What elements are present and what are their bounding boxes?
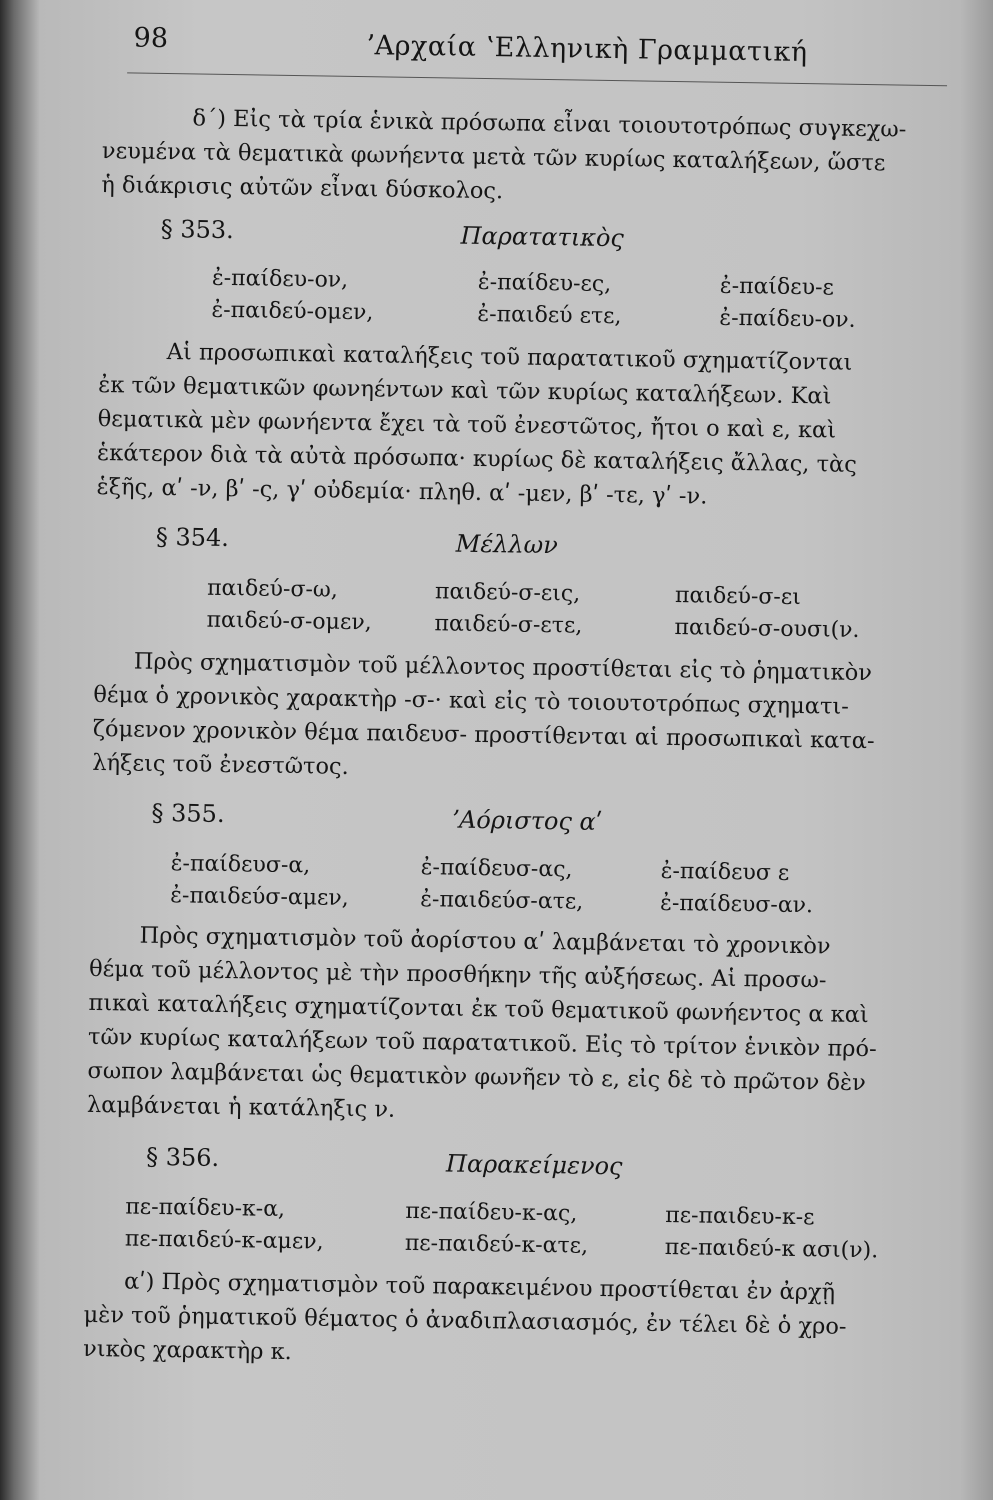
paragraph-line: θεματικὰ μὲν φωνήεντα ἔχει τὰ τοῦ ἐνεστῶτος, ἤτοι ο καὶ ε, καὶ [97,405,837,444]
section-heading [96,522,916,569]
verb-form: παιδεύ-σ-ουσι(ν. [674,615,860,643]
paragraph-line: νευμένα τὰ θεματικὰ φωνήεντα μετὰ τῶν κυρίως καταλήξεων, ὥστε [101,137,886,177]
verb-form: παιδεύ-σ-ετε, [434,611,583,639]
verb-form: πε-παιδευ-κ-ε [665,1202,815,1231]
verb-form: ἐ-παιδεύσ-αμεν, [170,883,349,911]
paragraph-line: μὲν τοῦ ῥηματικοῦ θέματος ὁ ἀναδιπλασιασμός, ἐν τέλει δὲ ὁ χρο- [83,1301,847,1340]
verb-form: ἐ-παίδευ-ες, [477,269,612,297]
section-paragraph [87,918,936,1135]
paragraph-line: λήξεις τοῦ ἐνεστῶτος. [92,749,349,780]
section-title: Παρατατικὸς [460,221,625,253]
section-number: § 353. [160,214,234,245]
paragraph-line: Πρὸς σχηματισμὸν τοῦ ἀορίστου αʹ λαμβάνεται τὸ χρονικὸν [139,922,831,960]
section-number: § 354. [155,522,230,553]
paragraph-line: ἑξῆς, αʹ -ν, βʹ -ς, γʹ οὐδεμία· πληθ. αʹ -μεν, βʹ -τε, γʹ -ν. [96,473,708,510]
section-heading [100,214,920,261]
verb-form: ἐ-παίδευ-ον. [719,305,856,333]
verb-form: ἐ-παίδευ-ε [719,273,835,301]
page-content [81,18,954,1500]
paragraph-line: ἑκάτερον διὰ τὰ αὐτὰ πρόσωπα· κυρίως δὲ καταλήξεις ἄλλας, τὰς [96,439,858,478]
page-header [103,18,924,91]
paragraph-line: ζόμενον χρονικὸν θέμα παιδευσ- προστίθενται αἱ προσωπικαὶ κατα- [92,715,875,755]
paragraph-line: Αἱ προσωπικαὶ καταλήξεις τοῦ παρατατικοῦ σχηματίζονται [166,339,853,376]
paragraph-line: νικὸς χαρακτὴρ κ. [82,1335,292,1366]
paragraph-line: ἐκ τῶν θεματικῶν φωνηέντων καὶ τῶν κυρίως καταλήξεων. Καὶ [98,371,832,410]
paragraph-line: Πρὸς σχηματισμὸν τοῦ μέλλοντος προστίθεται εἰς τὸ ῥηματικὸν [133,648,873,687]
section-title: ʼΑόριστος αʹ [451,805,603,836]
verb-form: ἐ-παίδευσ-α, [170,851,311,879]
paragraph-line: λαμβάνεται ἡ κατάληξις ν. [86,1091,396,1123]
paragraph-line: τῶν κυρίως καταλήξεων τοῦ παρατατικοῦ. Εἰς τὸ τρίτον ἑνικὸν πρό- [87,1023,877,1063]
paragraph-line: ἡ διάκρισις αὐτῶν εἶναι δύσκολος. [101,171,504,205]
section-paragraph [83,1264,930,1379]
verb-form: παιδεύ-σ-εις, [434,579,581,607]
section-heading [91,798,911,845]
header-rule [127,72,947,86]
verb-form: ἐ-παίδευσ-αν. [659,890,814,919]
paragraph-line: σωπον λαμβάνεται ὡς θεματικὸν φωνῆεν τὸ ε, εἰς δὲ τὸ πρῶτον δὲν [87,1057,866,1097]
section-paragraph [96,334,945,517]
conjugation-table [91,850,911,919]
page-number: 98 [133,22,169,55]
verb-form: πε-παίδευ-κ-ας, [405,1198,578,1227]
paragraph-line: θέμα ὁ χρονικὸς χαρακτὴρ -σ-· καὶ εἰς τὸ τοιουτοτρόπως σχηματι- [93,681,850,720]
conjugation-table [86,1194,906,1264]
verb-form: πε-παιδεύ-κ-ατε, [404,1230,589,1259]
paragraph-line: αʹ) Πρὸς σχηματισμὸν τοῦ παρακειμένου προστίθεται ἐν ἀρχῇ [123,1268,836,1306]
paragraph-line: πικαὶ καταλήξεις σχηματίζονται ἐκ τοῦ θεματικοῦ φωνήεντος α καὶ [88,989,869,1029]
paragraph-line: θέμα τοῦ μέλλοντος μὲ τὴν προσθήκην τῆς αὐξήσεως. Αἱ προσω- [88,955,827,994]
verb-form: ἐ-παίδευσ ε [660,858,790,886]
section-heading [86,1142,906,1189]
verb-form: παιδεύ-σ-ει [674,583,802,611]
verb-form: ἐ-παίδευσ-ας, [420,855,573,883]
verb-form: ἐ-παιδεύσ-ατε, [419,887,584,915]
section-number: § 355. [151,798,225,828]
section-number: § 356. [145,1142,220,1172]
verb-form: ἐ-παιδεύ ετε, [477,301,622,330]
verb-form: ἐ-παιδεύ-ομεν, [211,297,374,326]
intro-paragraph [101,100,948,215]
verb-form: παιδεύ-σ-ω, [206,575,339,603]
verb-form: πε-παιδεύ-κ ασι(ν). [664,1234,879,1264]
verb-form: πε-παιδεύ-κ-αμεν, [124,1226,324,1255]
verb-form: παιδεύ-σ-ομεν, [206,607,372,636]
conjugation-table [100,264,920,333]
running-title: ʼΑρχαία ʽΕλληνικὴ Γραμματική [365,30,808,69]
paragraph-line: δ΄) Εἰς τὰ τρία ἑνικὰ πρόσωπα εἶναι τοιουτοτρόπως συγκεχω- [192,105,907,143]
conjugation-table [95,574,915,643]
verb-form: πε-παίδευ-κ-α, [125,1194,286,1222]
section-title: Παρακείμενος [445,1149,623,1181]
verb-form: ἐ-παίδευ-ον, [211,265,349,293]
section-paragraph [92,644,940,793]
section-title: Μέλλων [455,529,559,560]
